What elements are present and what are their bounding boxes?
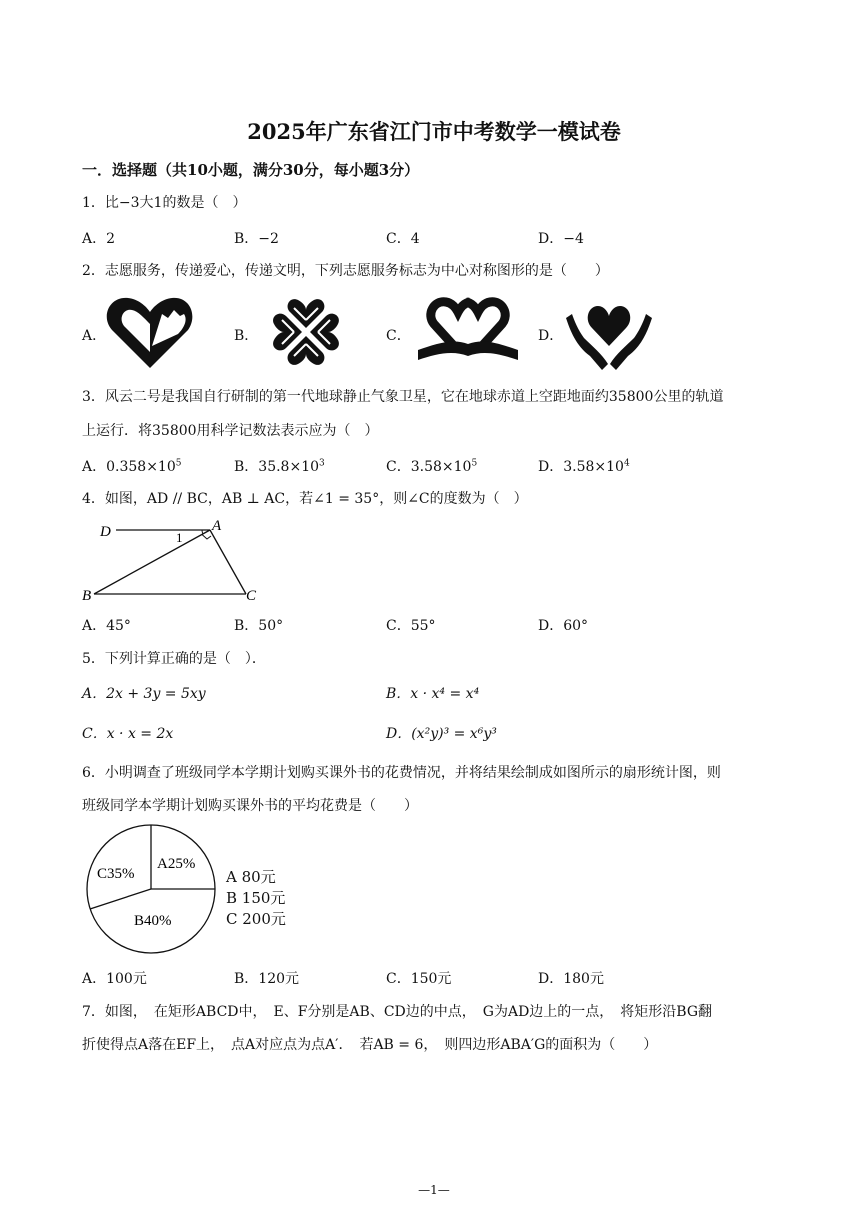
pie-chart (82, 822, 222, 960)
q5-option-b: B．x · x⁴ = x⁴ (386, 686, 480, 702)
q1-option-d: D．−4 (538, 231, 584, 247)
q3-option-d: D．$3.58\times 10^4$ (538, 458, 630, 475)
point-a-label: A (212, 518, 222, 534)
question-2: 2．志愿服务，传递爱心，传递文明，下列志愿服务标志为中心对称图形的是（ ） (82, 263, 609, 279)
question-6-line-2: 班级同学本学期计划购买课外书的平均花费是（ ） (82, 798, 418, 814)
q1-option-a: A．2 (82, 231, 116, 247)
legend-b: B 150元 (226, 889, 286, 907)
q3-option-b: B．$35.8\times 10^3$ (234, 458, 325, 475)
q3-option-c: C．$3.58\times 10^5$ (386, 458, 478, 475)
q2-option-a-label: A． (82, 328, 107, 344)
q4-option-d: D．60° (538, 618, 589, 634)
q6-option-c: C．150元 (386, 971, 452, 987)
heart-hand-logo-icon (104, 290, 196, 372)
page-number: —1— (418, 1183, 450, 1197)
q4-option-c: C．55° (386, 618, 436, 634)
angle-1-label: 1 (176, 530, 183, 545)
question-1: 1．比−3大1的数是（ ） (82, 195, 247, 211)
page-title: 2025年广东省江门市中考数学一模试卷 (247, 119, 621, 144)
question-7-line-1: 7．如图， 在矩形ABCD中， E、F分别是AB、CD边的中点， G为AD边上的一点， 将矩形沿BG翻 (82, 1004, 713, 1020)
q1-option-c: C．4 (386, 231, 420, 247)
pie-label-a: A25% (157, 856, 196, 872)
pie-label-b: B40% (134, 913, 172, 929)
q4-option-a: A．45° (82, 618, 131, 634)
q6-option-d: D．180元 (538, 971, 604, 987)
question-6-line-1: 6．小明调查了班级同学本学期计划购买课外书的花费情况，并将结果绘制成如图所示的扇形统计图，则 (82, 765, 721, 781)
q2-option-c-label: C． (386, 328, 411, 344)
q3-option-a: A．$0.358\times 10^5$ (82, 458, 182, 475)
point-d-label: D (100, 524, 111, 540)
section-heading: 一．选择题（共10小题，满分30分，每小题3分） (82, 161, 420, 179)
hands-heart-logo-icon (562, 290, 656, 374)
q5-option-c: C．x · x = 2x (82, 726, 174, 742)
four-hearts-logo-icon (264, 290, 348, 374)
q1-option-b: B．−2 (234, 231, 279, 247)
legend-a: A 80元 (226, 868, 276, 886)
q2-option-d-label: D． (538, 328, 564, 344)
q5-option-a: A．2x + 3y = 5xy (82, 686, 206, 702)
q5-option-d: D．(x²y)³ = x⁶y³ (386, 726, 497, 742)
question-3-line-1: 3．风云二号是我国自行研制的第一代地球静止气象卫星，它在地球赤道上空距地面约35800公里的轨道 (82, 389, 724, 405)
question-4: 4．如图，AD // BC，AB ⊥ AC，若∠1 = 35°，则∠C的度数为（ ） (82, 491, 528, 507)
point-b-label: B (82, 588, 92, 604)
pie-label-c: C35% (97, 866, 135, 882)
question-7-line-2: 折使得点A落在EF上， 点A对应点为点A′． 若AB = 6， 则四边形ABA′G的面积为（ ） (82, 1037, 658, 1053)
linked-hearts-logo-icon (416, 294, 520, 364)
q6-option-b: B．120元 (234, 971, 300, 987)
question-3-line-2: 上运行．将35800用科学记数法表示应为（ ） (82, 423, 379, 439)
triangle-figure (82, 516, 272, 608)
point-c-label: C (246, 588, 257, 604)
q2-option-b-label: B． (234, 328, 259, 344)
q6-option-a: A．100元 (82, 971, 147, 987)
q4-option-b: B．50° (234, 618, 284, 634)
question-5: 5．下列计算正确的是（ ）． (82, 651, 266, 667)
legend-c: C 200元 (226, 910, 286, 928)
